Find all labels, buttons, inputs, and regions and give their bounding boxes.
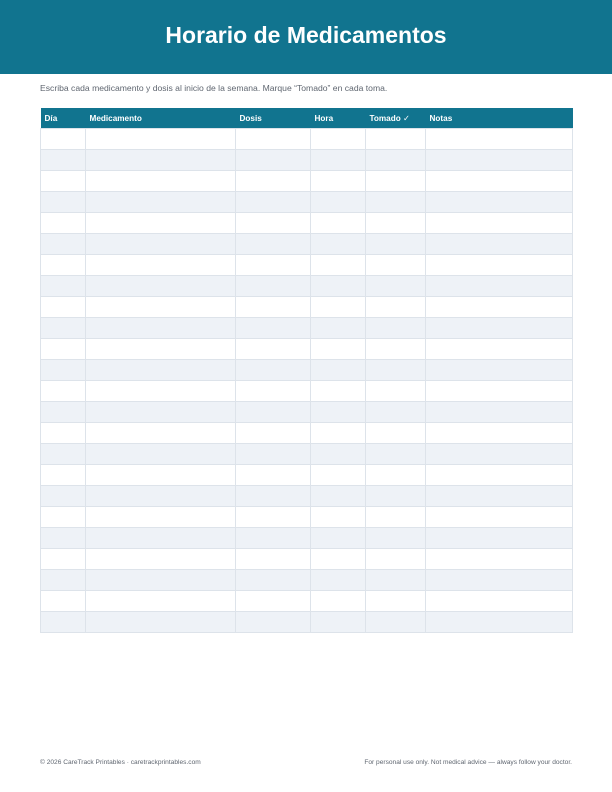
cell-day[interactable] [41, 339, 86, 360]
cell-notes[interactable] [426, 339, 573, 360]
cell-medication[interactable] [86, 234, 236, 255]
cell-taken[interactable] [366, 528, 426, 549]
column-header-taken: Tomado ✓ [366, 108, 426, 129]
cell-notes[interactable] [426, 360, 573, 381]
table-row [41, 381, 573, 402]
table-row [41, 129, 573, 150]
table-row [41, 570, 573, 591]
cell-time[interactable] [311, 549, 366, 570]
cell-notes[interactable] [426, 570, 573, 591]
cell-dose[interactable] [236, 528, 311, 549]
table-row [41, 444, 573, 465]
cell-day[interactable] [41, 234, 86, 255]
cell-taken[interactable] [366, 276, 426, 297]
cell-medication[interactable] [86, 528, 236, 549]
cell-notes[interactable] [426, 549, 573, 570]
table-row [41, 339, 573, 360]
cell-day[interactable] [41, 591, 86, 612]
cell-time[interactable] [311, 213, 366, 234]
cell-dose[interactable] [236, 255, 311, 276]
cell-notes[interactable] [426, 213, 573, 234]
table-header-row [41, 108, 573, 129]
cell-notes[interactable] [426, 150, 573, 171]
cell-notes[interactable] [426, 612, 573, 633]
cell-notes[interactable] [426, 423, 573, 444]
cell-medication[interactable] [86, 507, 236, 528]
cell-day[interactable] [41, 318, 86, 339]
cell-time[interactable] [311, 276, 366, 297]
cell-day[interactable] [41, 171, 86, 192]
cell-notes[interactable] [426, 297, 573, 318]
header-band [0, 0, 612, 74]
cell-dose[interactable] [236, 402, 311, 423]
cell-time[interactable] [311, 486, 366, 507]
cell-taken[interactable] [366, 591, 426, 612]
table-row [41, 192, 573, 213]
cell-taken[interactable] [366, 255, 426, 276]
cell-dose[interactable] [236, 129, 311, 150]
cell-time[interactable] [311, 297, 366, 318]
cell-taken[interactable] [366, 339, 426, 360]
table-row [41, 612, 573, 633]
cell-day[interactable] [41, 381, 86, 402]
table-row [41, 486, 573, 507]
cell-taken[interactable] [366, 192, 426, 213]
cell-dose[interactable] [236, 318, 311, 339]
cell-notes[interactable] [426, 171, 573, 192]
medication-schedule-table [40, 108, 573, 633]
cell-day[interactable] [41, 465, 86, 486]
cell-medication[interactable] [86, 465, 236, 486]
cell-taken[interactable] [366, 402, 426, 423]
cell-medication[interactable] [86, 591, 236, 612]
cell-dose[interactable] [236, 171, 311, 192]
cell-medication[interactable] [86, 171, 236, 192]
cell-taken[interactable] [366, 570, 426, 591]
cell-time[interactable] [311, 192, 366, 213]
cell-time[interactable] [311, 339, 366, 360]
cell-time[interactable] [311, 234, 366, 255]
cell-medication[interactable] [86, 381, 236, 402]
cell-medication[interactable] [86, 192, 236, 213]
cell-medication[interactable] [86, 423, 236, 444]
cell-dose[interactable] [236, 213, 311, 234]
table-row [41, 318, 573, 339]
cell-day[interactable] [41, 297, 86, 318]
cell-taken[interactable] [366, 423, 426, 444]
cell-medication[interactable] [86, 150, 236, 171]
column-header-medication: Medicamento [86, 108, 236, 129]
cell-day[interactable] [41, 444, 86, 465]
cell-dose[interactable] [236, 192, 311, 213]
cell-notes[interactable] [426, 234, 573, 255]
cell-medication[interactable] [86, 129, 236, 150]
cell-notes[interactable] [426, 129, 573, 150]
cell-medication[interactable] [86, 549, 236, 570]
cell-taken[interactable] [366, 129, 426, 150]
cell-time[interactable] [311, 465, 366, 486]
cell-day[interactable] [41, 507, 86, 528]
cell-notes[interactable] [426, 192, 573, 213]
cell-medication[interactable] [86, 213, 236, 234]
cell-time[interactable] [311, 423, 366, 444]
cell-day[interactable] [41, 192, 86, 213]
table-row [41, 360, 573, 381]
cell-day[interactable] [41, 276, 86, 297]
table-row [41, 423, 573, 444]
cell-day[interactable] [41, 612, 86, 633]
table-row [41, 465, 573, 486]
cell-taken[interactable] [366, 297, 426, 318]
cell-dose[interactable] [236, 150, 311, 171]
cell-taken[interactable] [366, 381, 426, 402]
cell-notes[interactable] [426, 465, 573, 486]
cell-medication[interactable] [86, 255, 236, 276]
cell-time[interactable] [311, 528, 366, 549]
cell-taken[interactable] [366, 465, 426, 486]
cell-time[interactable] [311, 402, 366, 423]
cell-taken[interactable] [366, 234, 426, 255]
cell-dose[interactable] [236, 234, 311, 255]
cell-time[interactable] [311, 129, 366, 150]
footer-copyright: © 2026 CareTrack Printables · caretrackprintables.com [40, 759, 201, 766]
cell-taken[interactable] [366, 150, 426, 171]
cell-taken[interactable] [366, 612, 426, 633]
instructions-text: Escriba cada medicamento y dosis al inicio de la semana. Marque “Tomado” en cada toma. [40, 83, 388, 93]
cell-day[interactable] [41, 360, 86, 381]
cell-medication[interactable] [86, 402, 236, 423]
cell-dose[interactable] [236, 339, 311, 360]
table-row [41, 276, 573, 297]
cell-dose[interactable] [236, 591, 311, 612]
cell-time[interactable] [311, 612, 366, 633]
cell-dose[interactable] [236, 612, 311, 633]
cell-taken[interactable] [366, 486, 426, 507]
cell-time[interactable] [311, 381, 366, 402]
cell-day[interactable] [41, 486, 86, 507]
cell-notes[interactable] [426, 591, 573, 612]
cell-taken[interactable] [366, 507, 426, 528]
cell-medication[interactable] [86, 570, 236, 591]
cell-medication[interactable] [86, 486, 236, 507]
cell-day[interactable] [41, 423, 86, 444]
column-header-notes: Notas [426, 108, 573, 129]
column-header-day: Día [41, 108, 86, 129]
cell-notes[interactable] [426, 507, 573, 528]
cell-taken[interactable] [366, 318, 426, 339]
column-header-dose: Dosis [236, 108, 311, 129]
cell-taken[interactable] [366, 444, 426, 465]
cell-time[interactable] [311, 444, 366, 465]
cell-notes[interactable] [426, 486, 573, 507]
table-row [41, 549, 573, 570]
cell-time[interactable] [311, 171, 366, 192]
cell-dose[interactable] [236, 549, 311, 570]
table-row [41, 402, 573, 423]
cell-medication[interactable] [86, 276, 236, 297]
footer-disclaimer: For personal use only. Not medical advice — always follow your doctor. [364, 759, 572, 766]
cell-notes[interactable] [426, 402, 573, 423]
cell-day[interactable] [41, 255, 86, 276]
cell-dose[interactable] [236, 360, 311, 381]
cell-day[interactable] [41, 402, 86, 423]
cell-notes[interactable] [426, 381, 573, 402]
column-header-time: Hora [311, 108, 366, 129]
cell-day[interactable] [41, 150, 86, 171]
cell-taken[interactable] [366, 549, 426, 570]
cell-dose[interactable] [236, 570, 311, 591]
cell-day[interactable] [41, 213, 86, 234]
cell-notes[interactable] [426, 276, 573, 297]
table-row [41, 213, 573, 234]
cell-dose[interactable] [236, 507, 311, 528]
cell-time[interactable] [311, 507, 366, 528]
table-row [41, 297, 573, 318]
table-row [41, 171, 573, 192]
cell-notes[interactable] [426, 318, 573, 339]
cell-dose[interactable] [236, 486, 311, 507]
table-row [41, 507, 573, 528]
cell-medication[interactable] [86, 360, 236, 381]
cell-notes[interactable] [426, 255, 573, 276]
table-row [41, 528, 573, 549]
cell-medication[interactable] [86, 318, 236, 339]
cell-dose[interactable] [236, 381, 311, 402]
cell-notes[interactable] [426, 528, 573, 549]
cell-medication[interactable] [86, 297, 236, 318]
table-row [41, 591, 573, 612]
cell-time[interactable] [311, 360, 366, 381]
table-row [41, 234, 573, 255]
cell-time[interactable] [311, 150, 366, 171]
cell-dose[interactable] [236, 465, 311, 486]
cell-day[interactable] [41, 570, 86, 591]
cell-medication[interactable] [86, 339, 236, 360]
cell-time[interactable] [311, 255, 366, 276]
cell-day[interactable] [41, 549, 86, 570]
cell-time[interactable] [311, 570, 366, 591]
cell-dose[interactable] [236, 444, 311, 465]
cell-taken[interactable] [366, 360, 426, 381]
cell-medication[interactable] [86, 444, 236, 465]
page-title: Horario de Medicamentos [165, 22, 447, 48]
table-row [41, 255, 573, 276]
cell-dose[interactable] [236, 297, 311, 318]
cell-time[interactable] [311, 591, 366, 612]
cell-dose[interactable] [236, 423, 311, 444]
cell-taken[interactable] [366, 213, 426, 234]
cell-time[interactable] [311, 318, 366, 339]
cell-day[interactable] [41, 129, 86, 150]
cell-day[interactable] [41, 528, 86, 549]
cell-notes[interactable] [426, 444, 573, 465]
cell-medication[interactable] [86, 612, 236, 633]
cell-taken[interactable] [366, 171, 426, 192]
table-row [41, 150, 573, 171]
cell-dose[interactable] [236, 276, 311, 297]
